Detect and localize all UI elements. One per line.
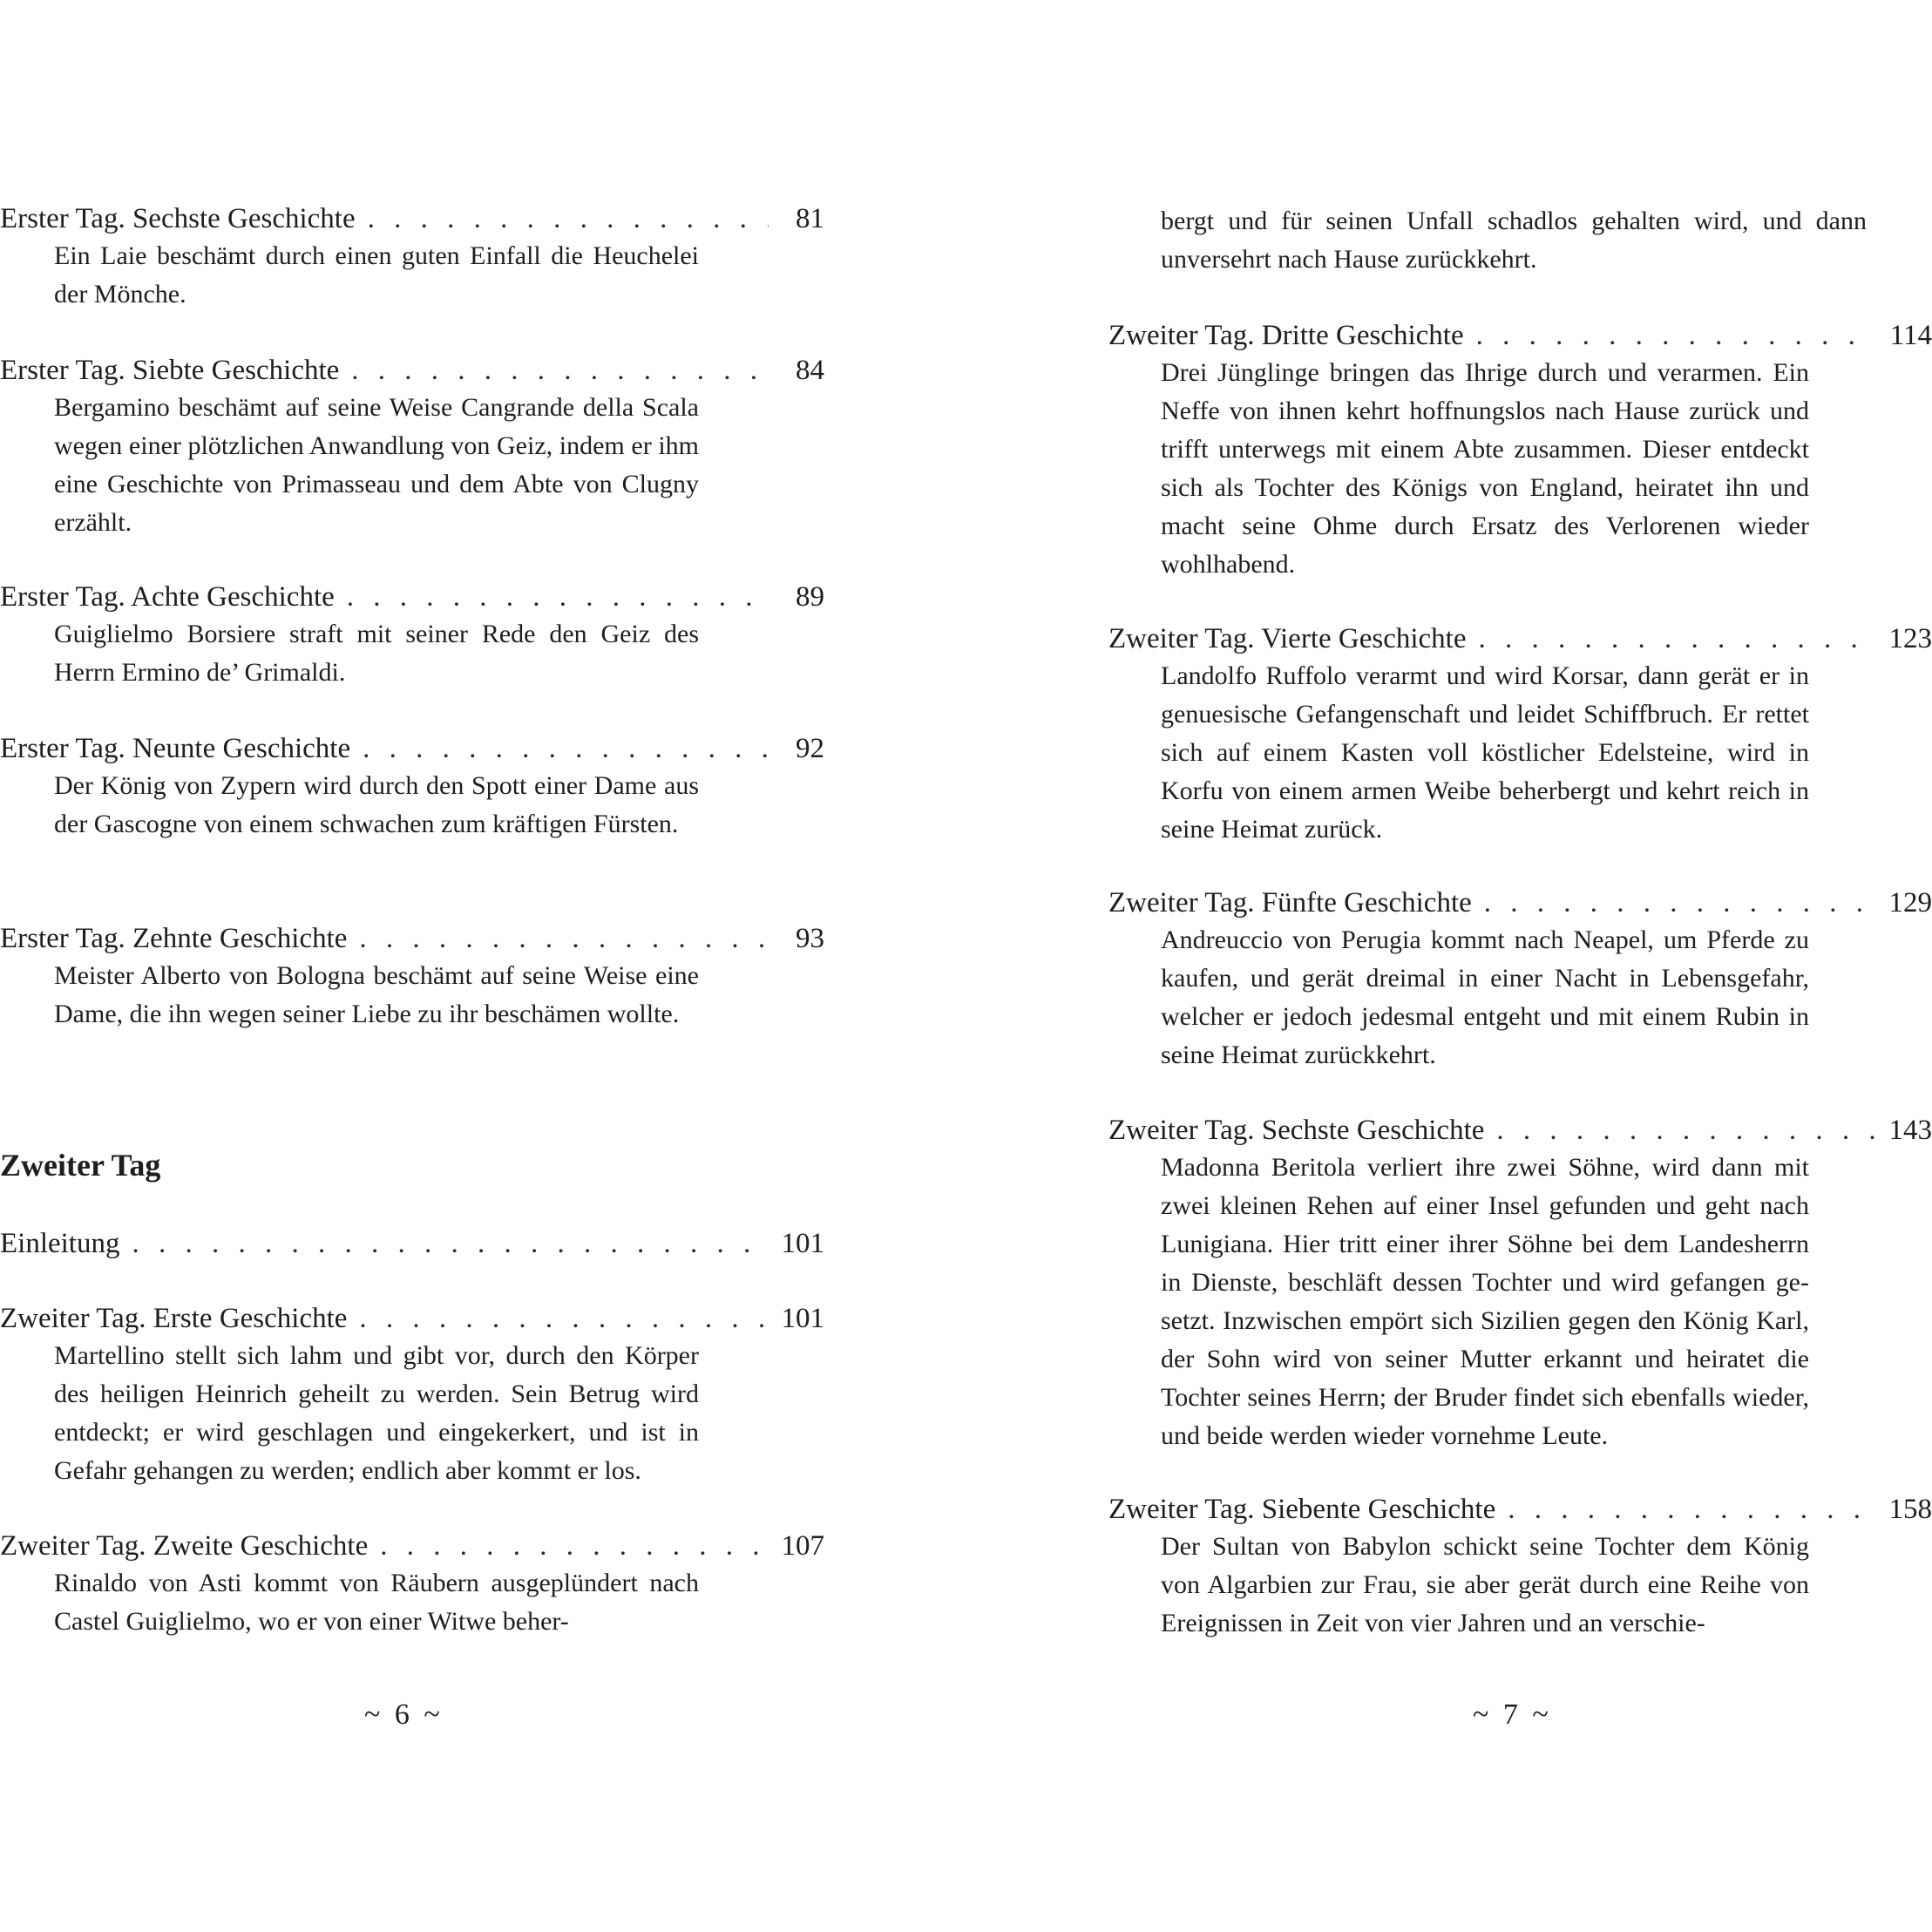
toc-entry-page-number: 101	[781, 1303, 824, 1334]
toc-entry-title: Einleitung	[0, 1228, 120, 1259]
dot-leader	[363, 729, 769, 769]
toc-entry-summary: Guiglielmo Borsiere straft mit seiner Rede den Geiz des Herrn Ermino de’ Grimaldi.	[54, 620, 699, 687]
toc-entry-heading	[0, 1526, 824, 1566]
toc-entry-title: Zweiter Tag. Siebente Geschichte	[1108, 1494, 1496, 1525]
toc-entry-heading	[0, 1224, 824, 1264]
toc-entry-page-number: 93	[796, 923, 824, 954]
dot-leader	[380, 1526, 769, 1566]
toc-entry	[0, 919, 824, 1034]
toc-entry-page-number: 92	[796, 733, 824, 764]
toc-entry	[1108, 883, 1932, 1074]
toc-entry	[1108, 315, 1932, 584]
toc-entry-heading	[0, 1298, 824, 1339]
dot-leader	[368, 199, 769, 239]
continued-summary: bergt und für seinen Unfall schadlos gehalten wird, und dann unversehrt nach Hause zurückkehrt.	[1161, 207, 1867, 274]
toc-entry	[0, 199, 824, 314]
toc-entry-page-number: 123	[1888, 623, 1932, 654]
dot-leader	[347, 577, 769, 617]
toc-entry-heading	[0, 729, 824, 769]
toc-entry-summary: Andreuccio von Perugia kommt nach Neapel, um Pferde zu kaufen, und gerät dreimal in einer Nacht in Lebensgefahr, welcher er jedoch jedesmal entgeht und mit einem Rubin in seine Heimat zurückkehrt.	[1161, 925, 1809, 1069]
toc-entry-summary: Bergamino beschämt auf seine Weise Cangrande della Scala wegen einer plötzlichen Anwandlung von Geiz, indem er ihm eine Geschichte von Primasseau und dem Abte von Clugny erzählt.	[54, 393, 699, 537]
toc-entry	[0, 577, 824, 692]
toc-entry-page-number: 101	[781, 1228, 824, 1259]
toc-entry-heading	[0, 919, 824, 959]
toc-entry-title: Zweiter Tag. Dritte Geschichte	[1108, 320, 1464, 351]
toc-entry	[0, 729, 824, 844]
page-number: ~ 7 ~	[1473, 1698, 1552, 1731]
page-number: ~ 6 ~	[364, 1698, 444, 1731]
toc-entry	[0, 350, 824, 542]
toc-entry	[0, 1526, 824, 1641]
toc-entry	[1108, 1110, 1932, 1455]
toc-entry-heading	[1108, 315, 1932, 356]
toc-entry-title: Erster Tag. Zehnte Geschichte	[0, 923, 348, 954]
toc-entry-title: Zweiter Tag. Erste Geschichte	[0, 1303, 348, 1334]
toc-entry-heading	[1108, 1110, 1932, 1150]
toc-entry	[1108, 1489, 1932, 1643]
toc-entry-heading	[0, 199, 824, 239]
toc-entry-heading	[0, 350, 824, 390]
toc-entry-page-number: 158	[1888, 1494, 1932, 1525]
toc-entry-title: Erster Tag. Siebte Geschichte	[0, 355, 340, 386]
dot-leader	[359, 1298, 769, 1339]
toc-entry-summary: Martellino stellt sich lahm und gibt vor, durch den Körper des heiligen Heinrich geheilt zu werden. Sein Betrug wird entdeckt; er wird geschlagen und eingekerkert, und ist in Gefahr gehangen zu werden; endlich aber kommt er los.	[54, 1341, 699, 1485]
toc-entry-title: Erster Tag. Sechste Geschichte	[0, 203, 356, 234]
toc-entry-title: Zweiter Tag. Sechste Geschichte	[1108, 1115, 1485, 1146]
toc-entry-page-number: 89	[796, 581, 824, 613]
toc-entry-page-number: 81	[796, 203, 824, 234]
toc-entry-summary: Meister Alberto von Bologna beschämt auf seine Weise eine Dame, die ihn wegen seiner Liebe zu ihr beschämen wollte.	[54, 961, 699, 1028]
dot-leader	[1479, 619, 1877, 659]
dot-leader	[1508, 1489, 1876, 1529]
toc-entry-summary: Der Sultan von Babylon schickt seine Tochter dem König von Algarbien zur Frau, sie aber gerät durch eine Reihe von Ereignissen in Zeit von vier Jahren und an verschie-	[1161, 1532, 1809, 1637]
toc-entry-summary: Ein Laie beschämt durch einen guten Einfall die Heuchelei der Mönche.	[54, 241, 699, 308]
toc-entry-title: Zweiter Tag. Zweite Geschichte	[0, 1530, 369, 1562]
dot-leader	[1496, 1110, 1876, 1150]
toc-entry	[1108, 619, 1932, 849]
dot-leader	[132, 1224, 769, 1264]
toc-entry-page-number: 107	[781, 1530, 824, 1562]
toc-entry-title: Zweiter Tag. Fünfte Geschichte	[1108, 887, 1472, 919]
toc-entry-summary: Landolfo Ruffolo verarmt und wird Korsar, dann gerät er in genuesische Gefangenschaft und leidet Schiffbruch. Er rettet sich auf einem Kasten voll köstlicher Edelsteine, wird in Korfu von einem armen Weibe beherbergt und kehrt reich in seine Heimat zurück.	[1161, 661, 1809, 844]
toc-entry-page-number: 84	[796, 355, 824, 386]
dot-leader	[351, 350, 769, 390]
section-heading: Zweiter Tag	[0, 1148, 161, 1183]
dot-leader	[359, 919, 769, 959]
toc-entry-title: Zweiter Tag. Vierte Geschichte	[1108, 623, 1467, 654]
dot-leader	[1476, 315, 1876, 356]
toc-entry-heading	[1108, 883, 1932, 923]
left-page	[0, 0, 828, 1932]
toc-entry-heading	[1108, 1489, 1932, 1529]
toc-entry	[0, 1298, 824, 1490]
toc-entry-heading	[1108, 619, 1932, 659]
toc-entry-title: Erster Tag. Achte Geschichte	[0, 581, 335, 613]
toc-entry-summary: Der König von Zypern wird durch den Spott einer Dame aus der Gascogne von einem schwachen zum kräftigen Fürsten.	[54, 771, 699, 838]
toc-entry-summary: Madonna Beritola verliert ihre zwei Söhne, wird dann mit zwei kleinen Rehen auf einer Insel gefunden und geht nach Lunigiana. Hier tritt einer ihrer Söhne bei dem Landesherrn in Dienste, beschläft dessen Tochter und wird gefangen gesetzt. Inzwischen empört sich Sizilien gegen den König Karl, der Sohn wird von seiner Mutter erkannt und heiratet die Tochter seines Herrn; der Bruder findet sich ebenfalls wieder, und beide werden wieder vornehme Leute.	[1161, 1153, 1809, 1450]
toc-entry-heading	[0, 577, 824, 617]
toc-entry	[0, 1224, 824, 1264]
toc-entry-summary: Rinaldo von Asti kommt von Räubern ausgeplündert nach Castel Guiglielmo, wo er von einer Witwe beher-	[54, 1569, 699, 1636]
toc-entry-title: Erster Tag. Neunte Geschichte	[0, 733, 351, 764]
toc-entry-page-number: 114	[1889, 320, 1932, 351]
toc-entry-summary: Drei Jünglinge bringen das Ihrige durch und verarmen. Ein Neffe von ihnen kehrt hoffnungslos nach Hause zurück und trifft unterwegs mit einem Abte zusammen. Dieser entdeckt sich als Tochter des Königs von England, heiratet ihn und macht seine Ohme durch Ersatz des Verlorenen wieder wohlhabend.	[1161, 358, 1809, 579]
toc-entry-page-number: 129	[1888, 887, 1932, 919]
toc-entry-page-number: 143	[1888, 1115, 1932, 1146]
dot-leader	[1484, 883, 1876, 923]
right-page	[1108, 0, 1932, 1932]
